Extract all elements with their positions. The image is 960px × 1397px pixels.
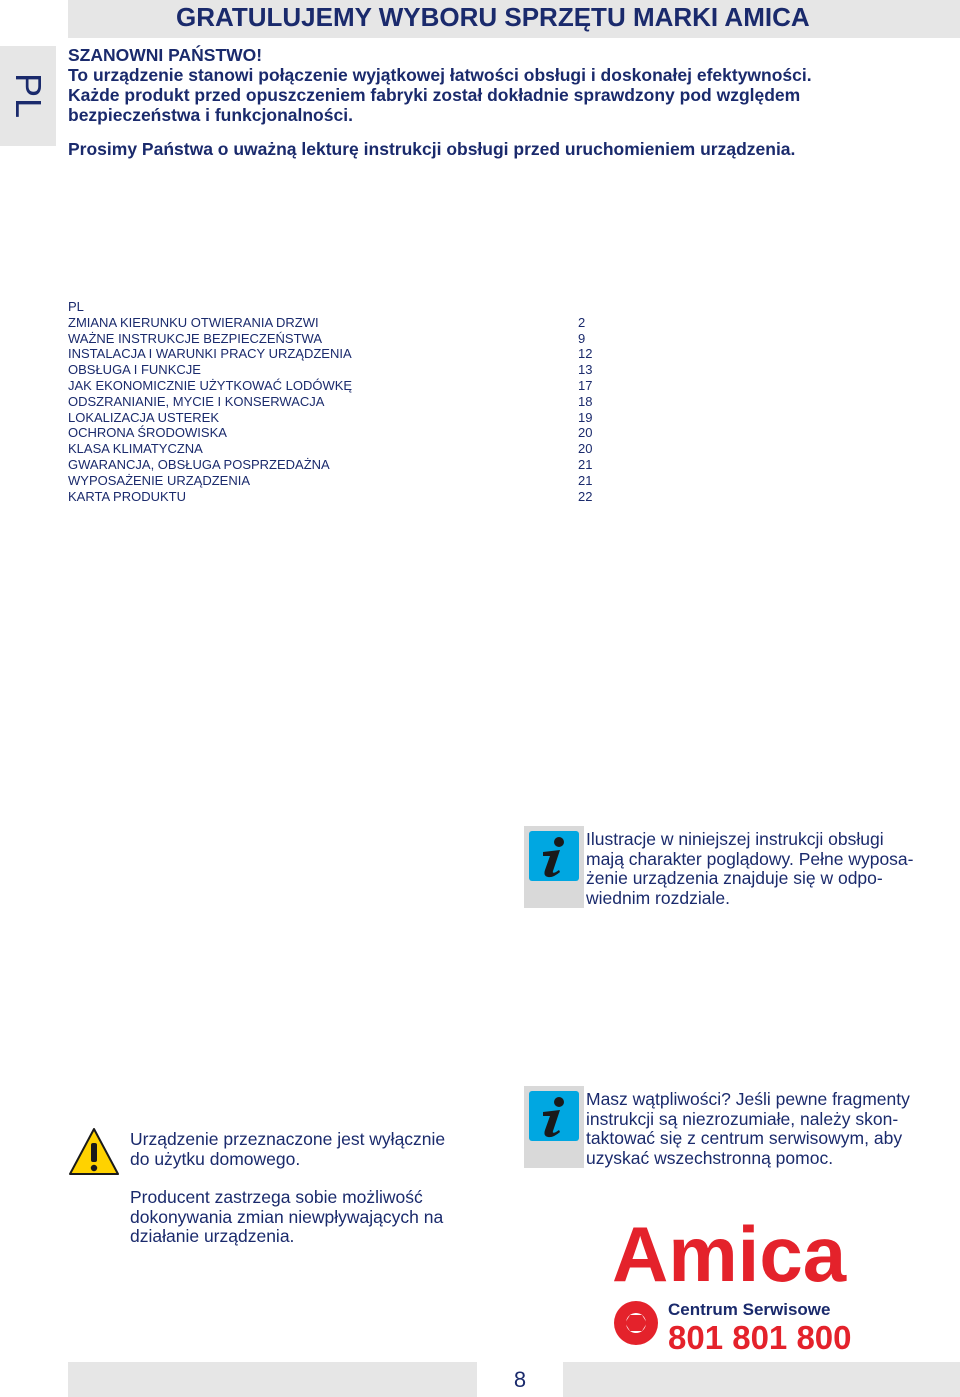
note-line: Producent zastrzega sobie możliwość xyxy=(130,1187,423,1207)
toc-page: 20 xyxy=(578,441,593,457)
toc-page: 17 xyxy=(578,377,593,393)
intro-line: To urządzenie stanowi połączenie wyjątkowej łatwości obsługi i doskonałej efektywności. xyxy=(68,65,812,85)
amica-logo-text: Amica xyxy=(612,1215,847,1298)
toc-row[interactable] xyxy=(68,425,598,441)
toc-row[interactable] xyxy=(68,441,598,457)
toc-page: 2 xyxy=(578,314,586,330)
note-line: Urządzenie przeznaczone jest wyłącznie xyxy=(130,1129,446,1149)
note-illustrations xyxy=(586,830,956,908)
toc-row[interactable] xyxy=(68,378,598,394)
note-line: działanie urządzenia. xyxy=(130,1226,295,1246)
info-box xyxy=(524,826,584,908)
toc-row[interactable] xyxy=(68,362,598,378)
toc-label: OBSŁUGA I FUNKCJE xyxy=(68,362,201,378)
toc-label: KLASA KLIMATYCZNA xyxy=(68,441,203,457)
language-tab xyxy=(0,46,56,146)
intro-section xyxy=(68,45,948,159)
note-manufacturer xyxy=(130,1188,510,1247)
service-phone-number: 801 801 800 xyxy=(668,1319,852,1355)
language-tab-label: PL xyxy=(7,72,49,120)
toc-page: 21 xyxy=(578,472,593,488)
toc-page: 21 xyxy=(578,456,593,472)
note-line: uzyskać wszechstronną pomoc. xyxy=(586,1147,834,1168)
toc-row[interactable] xyxy=(68,457,598,473)
intro-line: bezpieczeństwa i funkcjonalności. xyxy=(68,105,353,125)
toc-row[interactable] xyxy=(68,331,598,347)
amica-service-logo xyxy=(612,1215,872,1355)
service-center-text: Centrum Serwisowe xyxy=(668,1300,831,1319)
note-line: żenie urządzenia znajduje się w odpo- xyxy=(586,868,883,888)
toc-label: JAK EKONOMICZNIE UŻYTKOWAĆ LODÓWKĘ xyxy=(68,377,353,393)
toc-row[interactable] xyxy=(68,394,598,410)
toc-page: 9 xyxy=(578,330,586,346)
service-badge-icon xyxy=(614,1301,658,1345)
note-line: do użytku domowego. xyxy=(130,1148,301,1169)
page-number: 8 xyxy=(477,1362,563,1397)
note-line: Masz wątpliwości? Jeśli pewne fragmenty xyxy=(586,1089,910,1109)
info-box xyxy=(524,1086,584,1168)
note-line: mają charakter poglądowy. Pełne wyposa- xyxy=(586,848,914,869)
info-icon xyxy=(529,831,579,881)
toc-row[interactable] xyxy=(68,473,598,489)
page-title: GRATULUJEMY WYBORU SPRZĘTU MARKI AMICA xyxy=(176,2,810,32)
toc-row[interactable] xyxy=(68,489,598,505)
info-icon xyxy=(529,1091,579,1141)
intro-greeting: SZANOWNI PAŃSTWO! xyxy=(68,45,263,65)
toc-label: WYPOSAŻENIE URZĄDZENIA xyxy=(68,472,251,488)
note-line: dokonywania zmian niewpływających na xyxy=(130,1206,444,1227)
toc-page: 19 xyxy=(578,409,593,425)
note-household xyxy=(130,1130,510,1169)
intro-request: Prosimy Państwa o uważną lekturę instrukcji obsługi przed uruchomieniem urządzenia. xyxy=(68,139,796,159)
toc-label: LOKALIZACJA USTEREK xyxy=(68,409,219,425)
toc-label: KARTA PRODUKTU xyxy=(68,488,186,504)
toc-page: 18 xyxy=(578,393,593,409)
toc-label: WAŻNE INSTRUKCJE BEZPIECZEŃSTWA xyxy=(68,330,322,346)
footer-bar xyxy=(68,1362,960,1397)
toc-label: INSTALACJA I WARUNKI PRACY URZĄDZENIA xyxy=(68,346,352,362)
toc-row[interactable] xyxy=(68,410,598,426)
toc-label: ODSZRANIANIE, MYCIE I KONSERWACJA xyxy=(68,393,325,409)
toc-page: 22 xyxy=(578,488,593,504)
toc-row[interactable] xyxy=(68,315,598,331)
toc-label: ZMIANA KIERUNKU OTWIERANIA DRZWI xyxy=(68,314,319,330)
table-of-contents xyxy=(68,299,628,504)
note-line: instrukcji są niezrozumiałe, należy skon- xyxy=(586,1108,899,1129)
note-line: Ilustracje w niniejszej instrukcji obsługi xyxy=(586,829,884,849)
note-line: wiednim rozdziale. xyxy=(586,887,730,908)
note-line: taktować się z centrum serwisowym, aby xyxy=(586,1128,903,1148)
note-doubts xyxy=(586,1090,956,1168)
toc-heading: PL xyxy=(68,299,84,314)
warning-icon xyxy=(68,1126,120,1178)
toc-page: 12 xyxy=(578,346,593,362)
toc-page: 20 xyxy=(578,425,593,441)
intro-line: Każde produkt przed opuszczeniem fabryki został dokładnie sprawdzony pod względem xyxy=(68,85,801,105)
toc-page: 13 xyxy=(578,362,593,378)
toc-label: GWARANCJA, OBSŁUGA POSPRZEDAŻNA xyxy=(68,456,330,472)
toc-row[interactable] xyxy=(68,346,598,362)
toc-label: OCHRONA ŚRODOWISKA xyxy=(68,425,227,441)
